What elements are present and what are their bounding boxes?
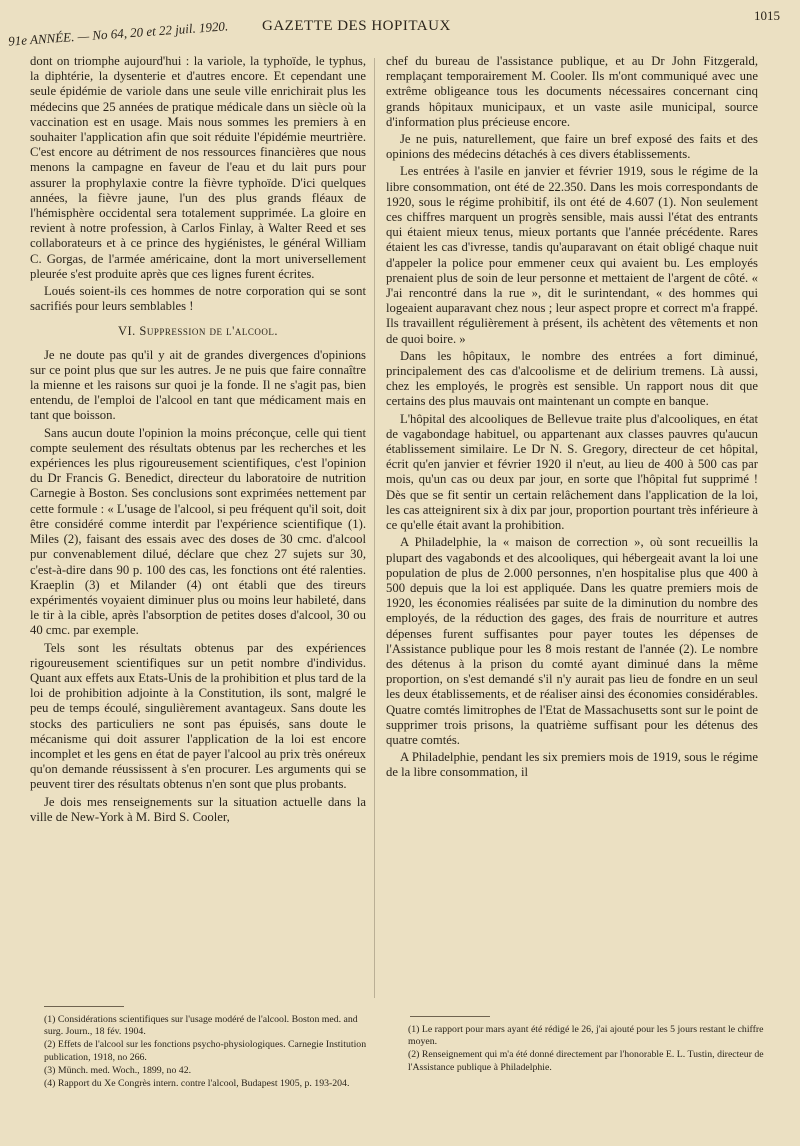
section-heading: VI. Suppression de l'alcool. xyxy=(117,324,279,339)
column-divider xyxy=(374,58,375,998)
paragraph: Tels sont les résultats obtenus par des expériences rigoureusement scientifiques sur un petit nombre d'individus. Quant aux effets aux Etats-Unis de la prohibition et plus tard de la loi de prohibition adjointe à la Constitution, ils sont, malgré le peu de temps écoulé, singulièrement avantageux. Sans doute les stocks des particuliers ne sont pas épuisés, sans doute le mécanisme qui doit assurer l'application de la loi est encore incomplet et les gens en état de payer l'alcool au prix très onéreux qu'on demande réussissent à s'en procurer. Les arguments qui se peuvent tirer des résultats obtenus n'en sont que plus probants. xyxy=(30,640,366,792)
footnote: (2) Effets de l'alcool sur les fonctions psycho-physiologiques. Carnegie Institution publication, 1918, no 266. xyxy=(44,1039,367,1063)
right-column xyxy=(386,54,758,783)
footnote-rule xyxy=(44,1006,124,1007)
paragraph: Je ne doute pas qu'il y ait de grandes divergences d'opinions sur ce point plus que sur les autres. Je ne puis que faire connaître la mienne et les raisons sur quoi je la fonde. Il ne s'agit pas, bien entendu, de l'emploi de l'alcool en tant que médicament mais en tant que boisson. xyxy=(30,347,366,423)
journal-title: GAZETTE DES HOPITAUX xyxy=(262,18,451,34)
page-number: 1015 xyxy=(754,8,780,23)
paragraph: Je dois mes renseignements sur la situation actuelle dans la ville de New-York à M. Bird S. Cooler, xyxy=(30,794,366,824)
left-column xyxy=(30,54,366,827)
paragraph: A Philadelphie, pendant les six premiers mois de 1919, sous le régime de la libre consommation, il xyxy=(386,750,758,780)
paragraph: Loués soient-ils ces hommes de notre corporation qui se sont sacrifiés pour leurs semblables ! xyxy=(30,284,366,314)
paragraph: dont on triomphe aujourd'hui : la variole, la typhoïde, le typhus, la diphtérie, la dysenterie et d'autres encore. Et cependant une seule épidémie de variole dans une seule ville enrichirait plus les médecins que 25 années de pratique médicale dans un siècle où la vaccination est en usage. Mais nous sommes les premiers à en souhaiter l'application afin que soit réduite l'épidémie meurtrière. C'est encore au détriment de nos ressources financières que nous menons la campagne en faveur de l'eau et du lait purs pour assurer la prophylaxie contre la fièvre typhoïde. D'ici quelques années, la fièvre jaune, l'un des plus grands fléaux de l'hémisphère occidental sera totalement supprimée. La gloire en revient à notre profession, à Carlos Finlay, à Walter Reed et ses collaborateurs et à ce prince des hygiénistes, le général William C. Gorgas, de l'armée américaine, dont la mort universellement pleurée s'est produite après que ces lignes furent écrites. xyxy=(30,54,366,281)
right-footnotes xyxy=(408,1024,768,1075)
paragraph: Je ne puis, naturellement, que faire un bref exposé des faits et des opinions des médecins détachés à ces divers établissements. xyxy=(386,132,758,162)
footnote-rule xyxy=(410,1016,490,1017)
issue-line: 91e ANNÉE. — No 64, 20 et 22 juil. 1920. xyxy=(7,18,229,49)
paragraph: A Philadelphie, la « maison de correction », où sont recueillis la plupart des vagabonds et des alcooliques, qui hébergeait avant la loi une population de plus de 2.000 personnes, n'en hospitalise plus que 400 à 500 depuis que la loi est appliquée. Dans les quatre premiers mois de 1920, les économies réalisées par suite de la diminution du nombre des employés, de la réduction des gages, des frais de nourriture et autres dépenses furent suffisantes pour payer toutes les dépenses de l'Assistance publique pour les 8 mois restant de l'année (2). Le nombre des détenus à la prison du comté ayant diminué dans la même proportion, on s'est demandé s'il n'y aurait pas lieu de fondre en un seul les deux établissements, et de réaliser ainsi des économies considérables. Quatre comtés limitrophes de l'Etat de Massachusetts sont sur le point de supprimer trois prisons, la quatrième suffisant pour les détenus des quatre comtés. xyxy=(386,535,758,747)
paragraph: chef du bureau de l'assistance publique, et au Dr John Fitzgerald, remplaçant temporairement M. Cooler. Ils m'ont communiqué avec une extrême obligeance tous les documents nécessaires concernant cinq grands hôpitaux municipaux, et un vaste asile municipal, source d'information plus précieuse encore. xyxy=(386,54,758,129)
paragraph: L'hôpital des alcooliques de Bellevue traite plus d'alcooliques, en état de vagabondage habituel, ou appartenant aux classes pauvres qu'aucun établissement similaire. Le Dr N. S. Gregory, directeur de cet hôpital, écrit qu'en janvier et février 1920 il n'eut, au lieu de 400 à 500 cas par mois, qu'un cas ou deux par jour, en sorte que l'hôpital fut supprimé ! Dès que se fit sentir un certain relâchement dans l'application de la loi, les cas atteignirent six à dix par jour, proportion pourtant très inférieure à ce qu'elle était avant la prohibition. xyxy=(386,411,758,533)
footnote: (1) Le rapport pour mars ayant été rédigé le 26, j'ai ajouté pour les 5 jours restant le chiffre moyen. xyxy=(408,1024,764,1048)
left-footnotes xyxy=(44,1014,374,1091)
footnote: (1) Considérations scientifiques sur l'usage modéré de l'alcool. Boston med. and surg. Journ., 18 fév. 1904. xyxy=(44,1014,358,1038)
footnote: (3) Münch. med. Woch., 1899, no 42. xyxy=(44,1064,192,1076)
paragraph: Sans aucun doute l'opinion la moins préconçue, celle qui tient compte seulement des résultats obtenus par les recherches et les expériences les plus rigoureusement scientifiques, c'est l'opinion du Dr Francis G. Benedict, directeur du laboratoire de nutrition Carnegie à Boston. Ses conclusions sont exprimées nettement par cette formule : « L'usage de l'alcool, si peu fréquent qu'il soit, doit être considéré comme interdit par l'expérience scientifique (1). Miles (2), faisant des essais avec des doses de 30 cmc. d'alcool pur convenablement dilué, déclare que chez 27 sujets sur 30, c'est-à-dire dans 90 p. 100 des cas, les fonctions ont été ralenties. Kraeplin (3) et Milander (4) ont établi que des tireurs expérimentés voyaient diminuer plus ou moins leur habileté, dans le tir à la cible, après l'absorption de petites doses d'alcool, 30 ou 40 cmc. par exemple. xyxy=(30,425,366,638)
footnote: (4) Rapport du Xe Congrès intern. contre l'alcool, Budapest 1905, p. 193-204. xyxy=(44,1078,350,1090)
paragraph: Les entrées à l'asile en janvier et février 1919, sous le régime de la libre consommation, ont été de 22.350. Dans les mois correspondants de 1920, sous le régime prohibitif, ils ont été de 4.607 (1). Non seulement ces chiffres marquent un progrès sensible, mais aussi l'état des entrants qui étaient mieux tenus, mieux portants que l'année précédente. Rares étaient les cas d'ivresse, tandis qu'auparavant on était obligé chaque nuit d'appeler la police pour emmener ceux qui avaient bu. Les employés prenaient plus de soin de leur personne et mettaient de l'argent de côté. « J'ai rencontré dans la rue », dit le surintendant, « des hommes qui logeaient auparavant chez nous ; leur aspect propre et correct m'a frappé. Ils travaillent régulièrement à présent, ils achètent des vêtements et non de quoi boire. » xyxy=(386,164,758,346)
footnote: (2) Renseignement qui m'a été donné directement par l'honorable E. L. Tustin, directeur de l'Assistance publique à Philadelphie. xyxy=(408,1049,764,1073)
paragraph: Dans les hôpitaux, le nombre des entrées a fort diminué, principalement des cas d'alcoolisme et de delirium tremens. Là aussi, chez les employés, le progrès est sensible. Un rapport nous dit que certains des plus mauvais ont maintenant un compte en banque. xyxy=(386,348,758,409)
